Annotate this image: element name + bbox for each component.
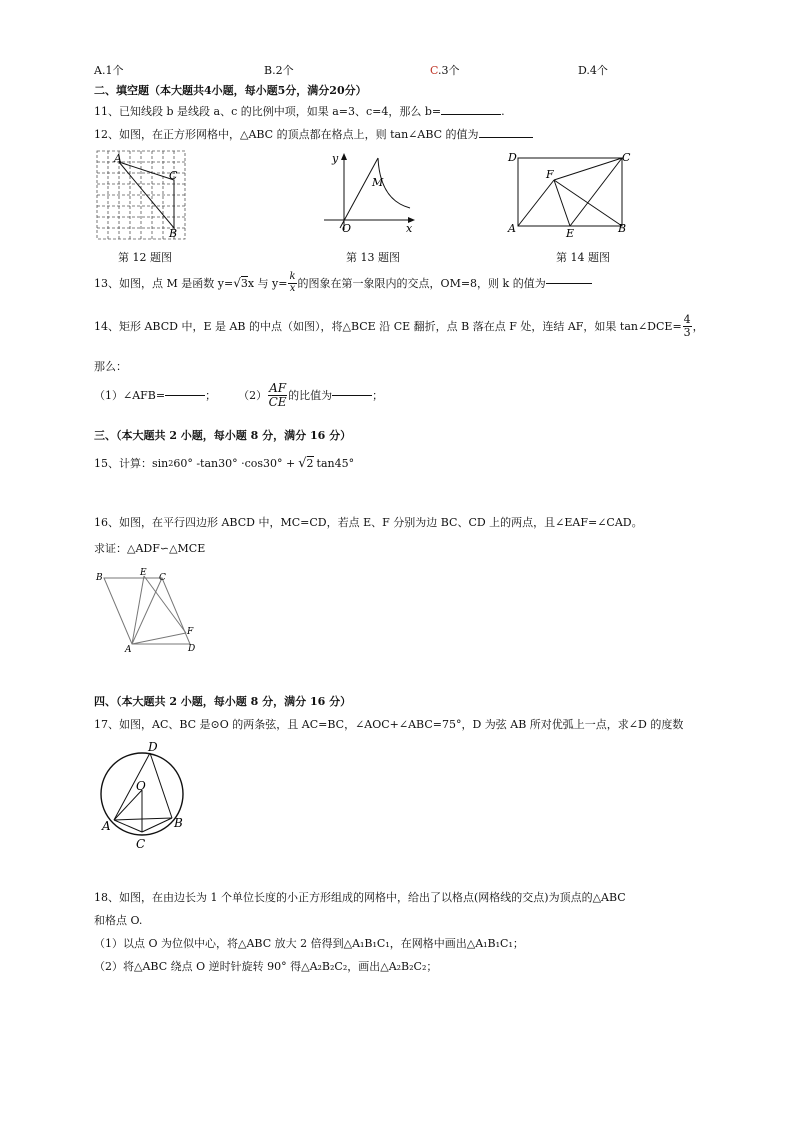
label-b: B bbox=[618, 222, 627, 235]
q14-part1-end: ； bbox=[205, 389, 217, 403]
q14-part1: （1）∠AFB= bbox=[94, 389, 166, 403]
figure-12-caption: 第 12 题图 bbox=[118, 251, 172, 264]
q12-blank[interactable] bbox=[479, 137, 533, 138]
line-y-sqrt3x bbox=[340, 158, 378, 228]
section-4-title: 四、（本大题共 2 小题，每小题 8 分，满分 16 分） bbox=[94, 695, 352, 708]
q14-fraction bbox=[683, 314, 692, 338]
q12-text: 12、如图，在正方形网格中，△ABC 的顶点都在格点上，则 tan∠ABC 的值为 bbox=[94, 128, 479, 141]
option-b: B.2个 bbox=[264, 64, 294, 77]
sqrt-symbol: √ bbox=[233, 276, 241, 290]
q13-x-with: x 与 y= bbox=[247, 277, 288, 290]
sqrt-symbol: √ bbox=[298, 455, 307, 471]
label-a: A bbox=[114, 152, 122, 165]
label-a: A bbox=[125, 645, 132, 655]
question-11 bbox=[94, 103, 505, 119]
figure-13-caption: 第 13 题图 bbox=[346, 251, 400, 264]
question-12 bbox=[94, 126, 533, 142]
label-c: C bbox=[622, 151, 631, 164]
q14-parts bbox=[94, 382, 383, 408]
q15-prefix: 15、计算：sin bbox=[94, 457, 169, 470]
figure-12 bbox=[96, 150, 186, 240]
q14-part2-num: AF bbox=[269, 381, 287, 395]
q14-then: 那么： bbox=[94, 360, 127, 373]
question-13 bbox=[94, 272, 592, 294]
label-c: C bbox=[136, 837, 146, 851]
section-3-title: 三、（本大题共 2 小题，每小题 8 分，满分 16 分） bbox=[94, 429, 352, 442]
q13-prefix: 13、如图，点 M 是函数 y= bbox=[94, 277, 234, 290]
parallelogram-abcd bbox=[104, 576, 190, 644]
label-x: x bbox=[406, 222, 413, 235]
q14-end: ， bbox=[692, 320, 704, 334]
q14-part2-suffix: 的比值为 bbox=[288, 389, 333, 403]
option-d: D.4个 bbox=[578, 64, 608, 77]
label-a: A bbox=[102, 819, 111, 833]
label-m: M bbox=[372, 176, 384, 189]
q13-suffix: 的图象在第一象限内的交点，OM=8，则 k 的值为 bbox=[297, 277, 546, 290]
label-d: D bbox=[508, 151, 517, 164]
q13-sqrt-value: 3 bbox=[240, 277, 248, 290]
q16-prove: 求证：△ADF∽△MCE bbox=[94, 542, 206, 555]
question-18-line1: 18、如图，在由边长为 1 个单位长度的小正方形组成的网格中，给出了以格点(网格线的交点)为顶点的△ABC bbox=[94, 891, 626, 904]
label-e: E bbox=[566, 227, 575, 240]
figure-17 bbox=[98, 738, 188, 850]
question-17: 17、如图，AC、BC 是⊙O 的两条弦，且 AC=BC，∠AOC+∠ABC=75°，D 为弦 AB 所对优弧上一点，求∠D 的度数 bbox=[94, 718, 684, 731]
q13-fraction bbox=[288, 272, 296, 294]
q13-frac-den: x bbox=[289, 282, 296, 294]
question-14 bbox=[94, 314, 704, 338]
q13-blank[interactable] bbox=[546, 283, 592, 284]
question-18-line2: 和格点 O. bbox=[94, 914, 143, 927]
label-b: B bbox=[174, 816, 183, 830]
figure-14-caption: 第 14 题图 bbox=[556, 251, 610, 264]
q13-frac-num: k bbox=[289, 271, 296, 282]
option-a: A.1个 bbox=[94, 64, 124, 77]
label-b: B bbox=[169, 227, 178, 240]
q14-part2-fraction bbox=[268, 382, 287, 408]
q15-suffix: tan45° bbox=[316, 456, 355, 470]
q18-part1: （1）以点 O 为位似中心，将△ABC 放大 2 倍得到△A₁B₁C₁，在网格中画出△A₁B₁C₁； bbox=[94, 937, 524, 950]
label-o: O bbox=[342, 222, 352, 235]
label-f: F bbox=[187, 627, 194, 637]
q11-text: 11、已知线段 b 是线段 a、c 的比例中项，如果 a=3、c=4，那么 b= bbox=[94, 105, 442, 118]
option-c bbox=[430, 62, 460, 78]
q11-blank[interactable] bbox=[441, 114, 501, 115]
q14-part2-prefix: （2） bbox=[238, 389, 268, 403]
q18-part2: （2）将△ABC 绕点 O 逆时针旋转 90° 得△A₂B₂C₂，画出△A₂B₂C₂； bbox=[94, 960, 438, 973]
label-b: B bbox=[96, 573, 103, 583]
label-y: y bbox=[332, 152, 339, 165]
y-axis-arrow bbox=[341, 153, 347, 160]
label-o: O bbox=[136, 779, 146, 793]
q14-part2-blank[interactable] bbox=[332, 395, 372, 396]
label-f: F bbox=[546, 168, 554, 181]
q11-end: . bbox=[501, 105, 505, 118]
section-2-title: 二、填空题（本大题共4小题，每小题5分，满分20分） bbox=[94, 84, 367, 97]
figure-16 bbox=[94, 568, 204, 656]
label-d: D bbox=[188, 644, 196, 654]
question-15 bbox=[94, 455, 354, 471]
q14-part1-blank[interactable] bbox=[165, 395, 205, 396]
q15-sqrt-value: 2 bbox=[306, 457, 314, 470]
label-c: C bbox=[159, 573, 166, 583]
q14-frac-den: 3 bbox=[683, 325, 691, 339]
label-c: C bbox=[169, 169, 178, 182]
q15-sup: 2 bbox=[168, 458, 174, 468]
rectangle-abcd bbox=[518, 158, 622, 226]
option-c-text: .3个 bbox=[438, 64, 460, 77]
figure-13 bbox=[320, 150, 420, 235]
label-d: D bbox=[148, 740, 158, 754]
q14-part2-den: CE bbox=[268, 394, 287, 409]
figure-14 bbox=[506, 150, 636, 240]
label-a: A bbox=[508, 222, 516, 235]
q15-mid: 60° -tan30° ·cos30° + bbox=[173, 456, 296, 470]
option-c-letter: C bbox=[430, 64, 439, 77]
label-e: E bbox=[140, 568, 147, 578]
q14-frac-num: 4 bbox=[683, 313, 691, 326]
q14-part2-end: ； bbox=[372, 389, 384, 403]
question-16: 16、如图，在平行四边形 ABCD 中，MC=CD，若点 E、F 分别为边 BC、CD 上的两点，且∠EAF=∠CAD。 bbox=[94, 516, 643, 529]
q14-text: 14、矩形 ABCD 中，E 是 AB 的中点（如图），将△BCE 沿 CE 翻折，点 B 落在点 F 处，连结 AF，如果 tan∠DCE= bbox=[94, 320, 682, 334]
